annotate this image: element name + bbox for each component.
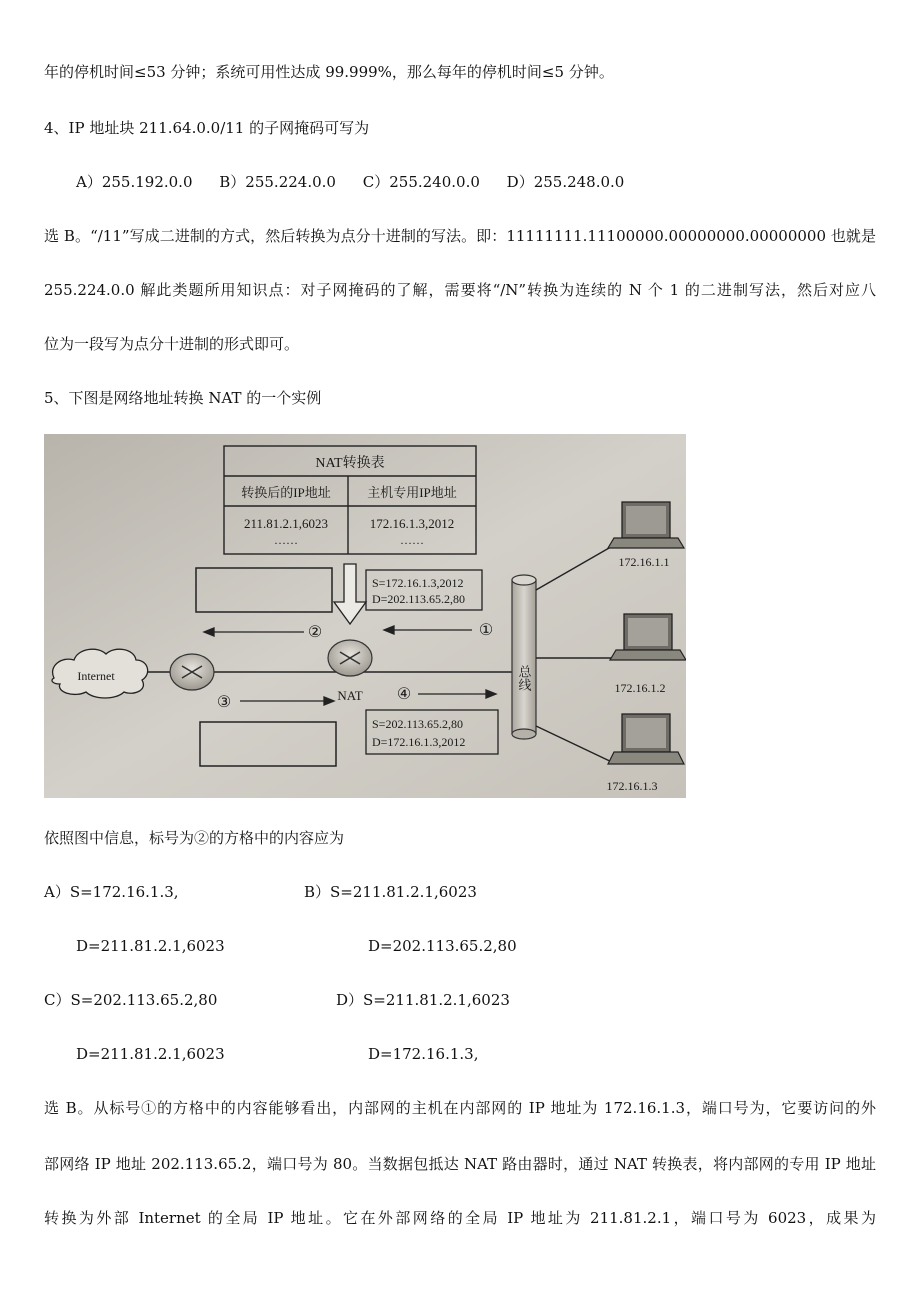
marker-1: ① bbox=[478, 622, 494, 639]
answer-5-line-2: 部网络 IP 地址 202.113.65.2，端口号为 80。当数据包抵达 NAT 路由器时，通过 NAT 转换表，将内部网的专用 IP 地址 bbox=[44, 1155, 876, 1173]
nat-table-col2-header: 主机专用IP地址 bbox=[367, 485, 457, 500]
q5-option-d-line-2: D=172.16.1.3, bbox=[368, 1045, 479, 1063]
nat-diagram bbox=[44, 434, 686, 798]
packet-box-1-source: S=172.16.1.3,2012 bbox=[372, 576, 464, 590]
question-4: 4、IP 地址块 211.64.0.0/11 的子网掩码可写为 bbox=[44, 119, 370, 137]
host-3-ip: 172.16.1.3 bbox=[606, 779, 658, 793]
host-1-ip: 172.16.1.1 bbox=[618, 555, 670, 569]
question-5-prompt: 依照图中信息，标号为②的方格中的内容应为 bbox=[44, 829, 345, 847]
nat-label: NAT bbox=[337, 688, 363, 703]
q5-option-c-line-2: D=211.81.2.1,6023 bbox=[76, 1045, 225, 1063]
nat-table-col1-ellipsis: …… bbox=[274, 533, 298, 547]
marker-4: ④ bbox=[396, 686, 412, 703]
nat-diagram-figure bbox=[44, 434, 686, 798]
answer-5-line-3: 转换为外部 Internet 的全局 IP 地址。它在外部网络的全局 IP 地址为 211.81.2.1，端口号为 6023，成果为 bbox=[44, 1209, 876, 1227]
answer-4-line-1: 选 B。“/11”写成二进制的方式，然后转换为点分十进制的写法。即：11111111.11100000.00000000.00000000 也就是 bbox=[44, 227, 876, 245]
q5-option-d-line-1: D）S=211.81.2.1,6023 bbox=[336, 991, 510, 1009]
bus-cylinder bbox=[512, 575, 536, 739]
packet-box-1-dest: D=202.113.65.2,80 bbox=[372, 592, 465, 606]
nat-table-title: NAT转换表 bbox=[315, 456, 385, 471]
nat-router-icon bbox=[328, 640, 372, 676]
q5-option-a-line-2: D=211.81.2.1,6023 bbox=[76, 937, 225, 955]
answer-4-line-2: 255.224.0.0 解此类题所用知识点：对子网掩码的了解，需要将“/N”转换为连续的 N 个 1 的二进制写法，然后对应八 bbox=[44, 281, 876, 299]
option-b: B）255.224.0.0 bbox=[219, 173, 336, 191]
paragraph-continuation: 年的停机时间≤53 分钟；系统可用性达成 99.999%，那么每年的停机时间≤5 分钟。 bbox=[44, 63, 614, 81]
question-4-options bbox=[76, 172, 646, 192]
host-2-ip: 172.16.1.2 bbox=[614, 681, 666, 695]
nat-table-col2-ellipsis: …… bbox=[400, 533, 424, 547]
answer-5-line-1: 选 B。从标号①的方格中的内容能够看出，内部网的主机在内部网的 IP 地址为 172.16.1.3，端口号为，它要访问的外 bbox=[44, 1099, 876, 1117]
answer-4-line-3: 位为一段写为点分十进制的形式即可。 bbox=[44, 335, 300, 353]
q5-option-b-line-1: B）S=211.81.2.1,6023 bbox=[304, 883, 477, 901]
packet-box-4-dest: D=172.16.1.3,2012 bbox=[372, 735, 466, 749]
q5-option-a-line-1: A）S=172.16.1.3, bbox=[44, 883, 179, 901]
bus-label: 总线 bbox=[516, 665, 532, 691]
option-c: C）255.240.0.0 bbox=[362, 173, 480, 191]
nat-table-col2-value: 172.16.1.3,2012 bbox=[369, 516, 455, 531]
q5-option-b-line-2: D=202.113.65.2,80 bbox=[368, 937, 517, 955]
router-icon bbox=[170, 654, 214, 690]
nat-table-col1-value: 211.81.2.1,6023 bbox=[243, 516, 329, 531]
question-5: 5、下图是网络地址转换 NAT 的一个实例 bbox=[44, 389, 322, 407]
packet-box-4-source: S=202.113.65.2,80 bbox=[372, 717, 463, 731]
internet-label: Internet bbox=[77, 669, 115, 683]
option-d: D）255.248.0.0 bbox=[506, 173, 625, 191]
marker-2: ② bbox=[307, 624, 323, 641]
q5-option-c-line-1: C）S=202.113.65.2,80 bbox=[44, 991, 218, 1009]
option-a: A）255.192.0.0 bbox=[76, 173, 193, 191]
marker-3: ③ bbox=[216, 694, 232, 711]
nat-table-col1-header: 转换后的IP地址 bbox=[241, 485, 331, 500]
